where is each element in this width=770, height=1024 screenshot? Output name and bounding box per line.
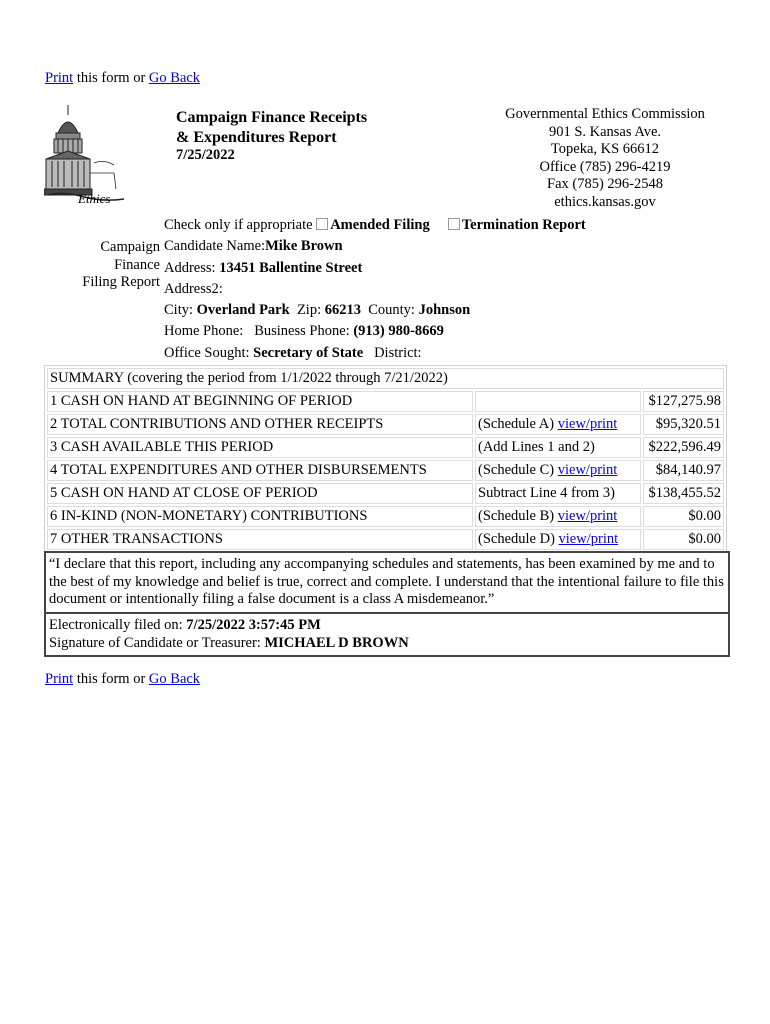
candidate-row: [164, 238, 343, 255]
go-back-link[interactable]: Go Back: [148, 671, 201, 687]
office-line: 901 S. Kansas Ave.: [548, 123, 662, 140]
print-link[interactable]: Print: [45, 70, 74, 86]
phone-row: [164, 323, 444, 340]
print-link[interactable]: Print: [45, 671, 74, 687]
summary-line-label: [47, 391, 473, 412]
address-value: 13451 Ballentine Street: [219, 260, 363, 276]
side-label-line: Finance: [114, 256, 160, 273]
summary-line-text: TOTAL CONTRIBUTIONS AND OTHER RECEIPTS: [60, 416, 384, 432]
summary-line-note: [475, 391, 641, 412]
view-print-link[interactable]: view/print: [557, 416, 618, 432]
office-sought-row: [164, 345, 422, 362]
summary-line-amount: $84,140.97: [643, 460, 724, 481]
report-date: 7/25/2022: [176, 147, 235, 163]
filing-side-label: [72, 239, 160, 292]
summary-line-number: 6: [50, 508, 58, 524]
office-sought-label: Office Sought:: [164, 345, 254, 361]
check-row: [164, 217, 586, 234]
address2-label: Address2:: [164, 281, 223, 297]
summary-note-text: Subtract Line 4 from 3): [478, 485, 615, 501]
summary-line-note: [475, 483, 641, 504]
summary-line-amount: $222,596.49: [643, 437, 724, 458]
filed-label: Electronically filed on:: [49, 617, 187, 633]
summary-line-number: 3: [50, 439, 58, 455]
city-value: Overland Park: [196, 302, 290, 318]
nav-text: this form or: [73, 671, 149, 687]
amended-checkbox[interactable]: [316, 218, 328, 230]
summary-note-text: (Schedule B): [478, 508, 558, 524]
report-title: [176, 108, 367, 148]
filed-value: 7/25/2022 3:57:45 PM: [186, 617, 321, 633]
summary-line-amount: $138,455.52: [643, 483, 724, 504]
candidate-value: Mike Brown: [265, 238, 343, 254]
side-label-line: Campaign: [100, 239, 160, 255]
summary-line-number: 4: [50, 462, 58, 478]
summary-line-note: [475, 414, 641, 435]
summary-row: [47, 483, 724, 504]
county-value: Johnson: [418, 302, 471, 318]
summary-line-note: [475, 529, 641, 550]
business-phone-label: Business Phone:: [254, 323, 354, 339]
summary-note-text: (Schedule C): [478, 462, 558, 478]
county-label: County:: [368, 302, 419, 318]
logo-text: Ethics: [78, 191, 111, 205]
filed-line: [49, 617, 725, 635]
ethics-logo: [44, 103, 126, 205]
title-line-1: Campaign Finance Receipts: [176, 109, 368, 126]
summary-line-text: IN-KIND (NON-MONETARY) CONTRIBUTIONS: [60, 508, 368, 524]
office-line: Office (785) 296-4219: [539, 158, 671, 175]
title-line-2: & Expenditures Report: [176, 129, 337, 146]
summary-line-text: CASH AVAILABLE THIS PERIOD: [60, 439, 274, 455]
summary-body: [47, 391, 724, 550]
summary-line-amount: $0.00: [643, 506, 724, 527]
side-label-line: Filing Report: [82, 274, 160, 290]
office-block: [480, 106, 730, 212]
summary-line-amount: $127,275.98: [643, 391, 724, 412]
termination-checkbox[interactable]: [448, 218, 460, 230]
summary-line-amount: $95,320.51: [643, 414, 724, 435]
city-row: [164, 302, 470, 319]
capitol-icon: [44, 103, 126, 205]
summary-note-text: (Schedule D): [478, 531, 559, 547]
summary-note-text: (Schedule A): [478, 416, 558, 432]
summary-row: [47, 437, 724, 458]
bottom-nav: [45, 671, 200, 688]
check-label: Check only if appropriate: [164, 217, 313, 233]
summary-line-number: 7: [50, 531, 58, 547]
address2-row: [164, 281, 223, 298]
summary-table: [44, 365, 727, 553]
summary-row: [47, 460, 724, 481]
summary-row: [47, 414, 724, 435]
summary-line-label: [47, 437, 473, 458]
summary-line-note: [475, 460, 641, 481]
summary-line-number: 1: [50, 393, 58, 409]
signature-value: MICHAEL D BROWN: [264, 634, 409, 651]
declaration-box: “I declare that this report, including any accompanying schedules and statements, has been examined by me and to the best of my knowledge and belief is true, correct and complete. I understand that the intentional failure to file this document or intentionally filing a false document is a class A misdemeanor.”: [44, 551, 730, 614]
home-phone-label: Home Phone:: [164, 323, 244, 339]
summary-note-text: (Add Lines 1 and 2): [478, 439, 595, 455]
view-print-link[interactable]: view/print: [558, 531, 619, 547]
summary-heading-row: [47, 368, 724, 389]
candidate-label: Candidate Name:: [164, 238, 266, 254]
summary-line-number: 5: [50, 485, 58, 501]
summary-line-label: [47, 506, 473, 527]
summary-line-label: [47, 460, 473, 481]
office-sought-value: Secretary of State: [253, 345, 364, 361]
summary-row: [47, 529, 724, 550]
office-line: Governmental Ethics Commission: [505, 106, 705, 122]
office-line: Fax (785) 296-2548: [547, 176, 663, 193]
summary-line-text: CASH ON HAND AT BEGINNING OF PERIOD: [60, 393, 353, 409]
signature-box: [44, 612, 730, 657]
summary-line-label: [47, 483, 473, 504]
summary-line-text: TOTAL EXPENDITURES AND OTHER DISBURSEMENTS: [60, 462, 427, 478]
office-line: Topeka, KS 66612: [550, 141, 660, 158]
summary-line-text: OTHER TRANSACTIONS: [60, 531, 223, 547]
address-label: Address:: [164, 260, 220, 276]
summary-row: [47, 391, 724, 412]
address-row: [164, 260, 362, 277]
termination-label: Termination Report: [461, 217, 586, 233]
summary-line-number: 2: [50, 416, 58, 432]
view-print-link[interactable]: view/print: [557, 462, 618, 478]
summary-line-amount: $0.00: [643, 529, 724, 550]
nav-text: this form or: [73, 70, 149, 86]
summary-heading: SUMMARY (covering the period from 1/1/2022 through 7/21/2022): [47, 368, 724, 389]
view-print-link[interactable]: view/print: [557, 508, 618, 524]
summary-line-label: [47, 414, 473, 435]
district-label: District:: [374, 345, 422, 361]
summary-line-label: [47, 529, 473, 550]
zip-value: 66213: [324, 302, 361, 318]
top-nav: [45, 70, 200, 87]
summary-line-note: [475, 437, 641, 458]
go-back-link[interactable]: Go Back: [148, 70, 201, 86]
amended-label: Amended Filing: [330, 217, 430, 233]
summary-line-text: CASH ON HAND AT CLOSE OF PERIOD: [60, 485, 318, 501]
business-phone-value: (913) 980-8669: [353, 323, 444, 339]
signature-label: Signature of Candidate or Treasurer:: [49, 634, 265, 651]
summary-line-note: [475, 506, 641, 527]
signature-line: [49, 635, 725, 653]
summary-row: [47, 506, 724, 527]
zip-label: Zip:: [296, 302, 325, 318]
office-line: ethics.kansas.gov: [554, 193, 656, 210]
city-label: City:: [164, 302, 197, 318]
